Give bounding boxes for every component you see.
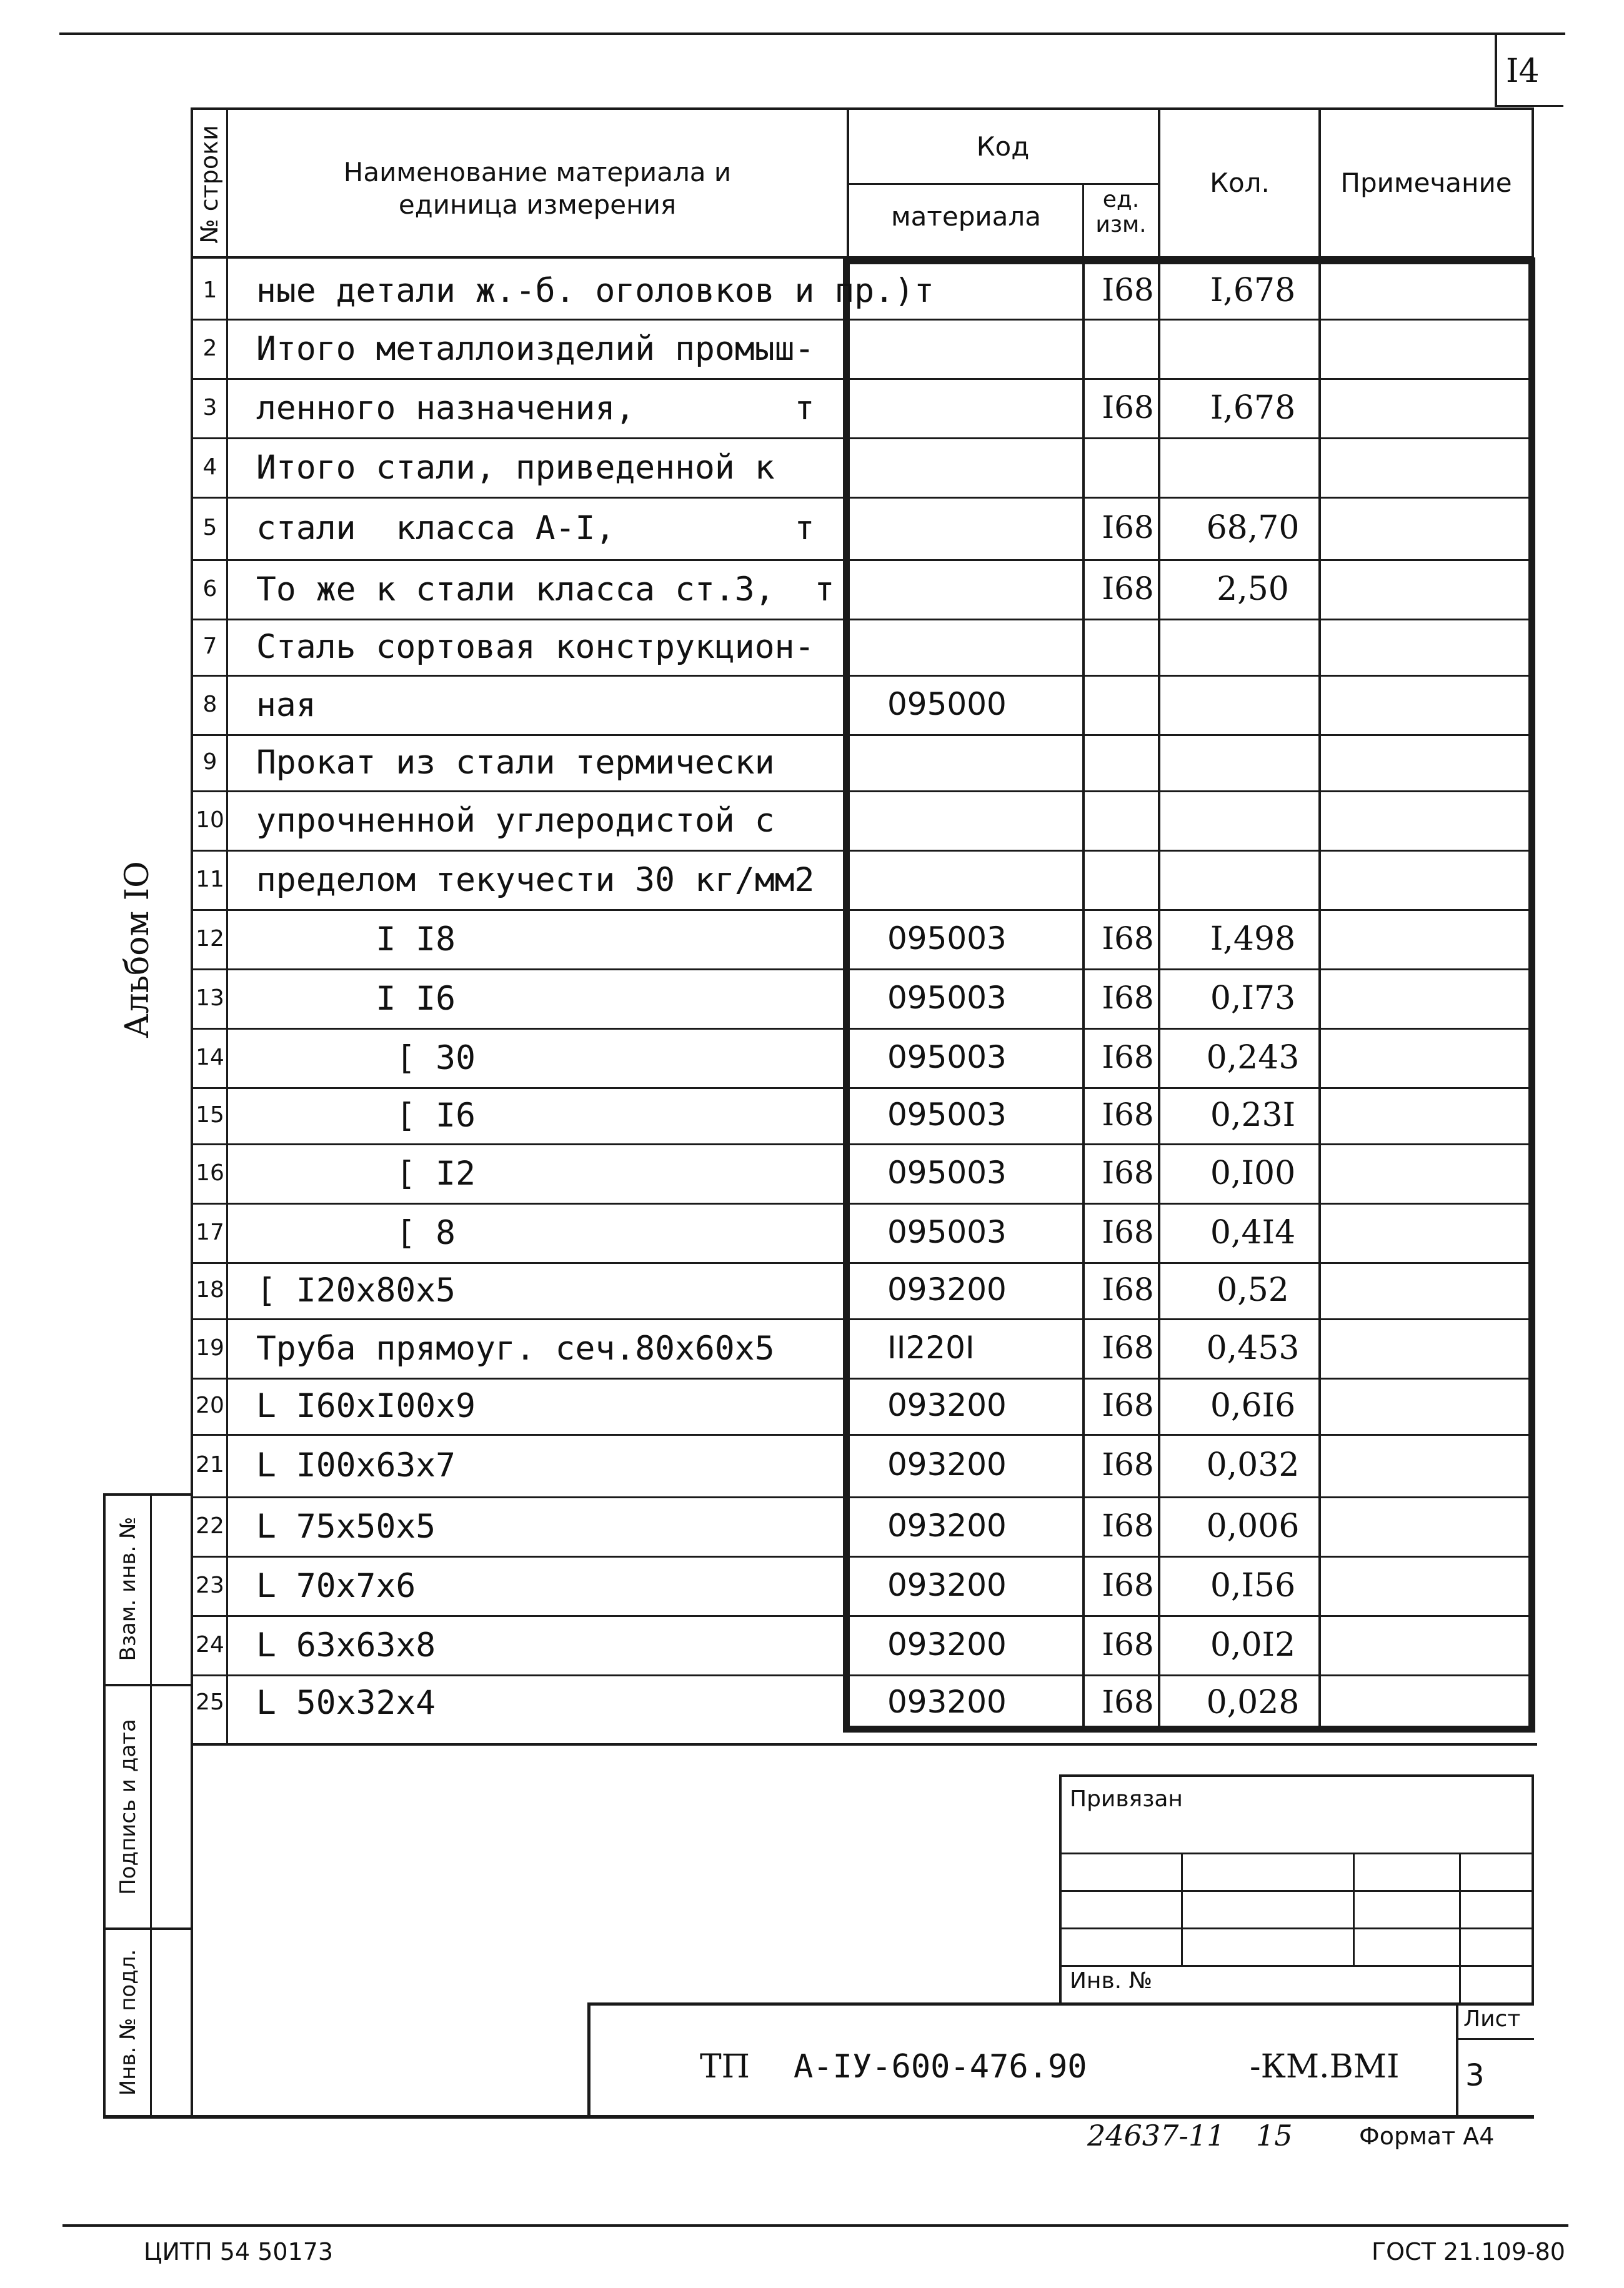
row-number: 22 [196,1513,224,1539]
header-qty: Кол. [1210,167,1270,198]
row-number: 12 [196,926,224,952]
row-name: I I8 [256,920,456,958]
row-code: 093200 [887,1387,1007,1423]
sheet-number-underline [1495,105,1563,107]
row-separator [191,319,1534,321]
row-code: 093200 [887,1567,1007,1603]
row-name: То же к стали класса ст.3, т [256,570,835,609]
thick-left [843,257,850,1731]
title-block-top [587,2002,1534,2006]
row-separator [191,1262,1534,1264]
row-qty: 0,52 [1217,1271,1289,1309]
row-name: ные детали ж.-б. оголовков и пр.)т [256,272,934,310]
row-separator [191,734,1534,736]
row-number: 15 [196,1102,224,1128]
row-code: 095003 [887,1039,1007,1075]
row-qty: I,678 [1210,389,1296,427]
row-number: 9 [202,749,217,775]
row-name: L 50x32x4 [256,1684,436,1722]
bottom-block-line [191,1743,1537,1746]
qty-divider [1318,107,1321,259]
row-separator [191,1615,1534,1617]
row-number: 3 [202,395,217,420]
row-qty: 2,50 [1217,570,1289,608]
row-name: L I00x63x7 [256,1446,456,1485]
row-number: 2 [202,336,217,361]
row-number: 21 [196,1452,224,1478]
row-code: 095000 [887,686,1007,722]
row-code: 095003 [887,920,1007,957]
row-qty: 0,032 [1206,1446,1300,1484]
row-name: [ I6 [256,1097,476,1135]
row-number: 25 [196,1689,224,1715]
row-name: пределом текучести 30 кг/мм2 [256,861,815,899]
row-qty: 0,453 [1206,1330,1300,1367]
table-right-border-top [1532,107,1534,259]
row-separator [191,437,1534,439]
row-unit: I68 [1102,570,1154,607]
row-separator [191,1556,1534,1558]
top-rule [59,32,1565,35]
row-separator [191,675,1534,677]
album-label: Альбом IO [119,861,156,1038]
row-unit: I68 [1102,1626,1154,1663]
row-separator [191,968,1534,970]
row-number: 19 [196,1335,224,1361]
row-qty: 0,I00 [1210,1155,1296,1192]
doc-prefix: ТП [700,2048,750,2086]
stamp-grid-v2 [1353,1853,1355,1965]
row-name: I I6 [256,980,456,1018]
sheet-number: I4 [1506,52,1540,90]
stamp-sheet-value: 3 [1465,2058,1485,2093]
row-name: Сталь сортовая конструкцион- [256,628,815,666]
row-number: 5 [202,515,217,540]
row-unit: I68 [1102,1330,1154,1366]
row-qty: 0,4I4 [1210,1214,1296,1251]
row-qty: I,498 [1210,920,1296,958]
thick-right [1528,257,1535,1731]
footer-org: ЦИТП 54 50173 [144,2238,334,2266]
row-separator [191,378,1534,380]
stamp-bound: Привязан [1070,1786,1183,1812]
row-unit: I68 [1102,1508,1154,1544]
row-unit: I68 [1102,1684,1154,1720]
unit-col-left [1082,257,1085,1729]
row-name: Итого стали, приведенной к [256,449,775,487]
row-name: L I60xI00x9 [256,1387,476,1425]
side-inv-podl: Инв. № подл. [116,1949,141,2096]
header-code: Код [976,131,1030,162]
row-code: 093200 [887,1446,1007,1483]
stamp-grid-h1 [1059,1853,1534,1854]
row-code: 095003 [887,1214,1007,1250]
sheet-cell-left [1456,2002,1458,2116]
stamp-inv-no: Инв. № [1070,1968,1153,1994]
row-number: 1 [202,277,217,303]
row-unit: I68 [1102,1446,1154,1483]
row-code: 095003 [887,1155,1007,1191]
row-separator [191,559,1534,561]
row-name: L 75x50x5 [256,1508,436,1546]
header-unit: ед. изм. [1095,187,1147,237]
row-separator [191,1203,1534,1205]
row-number: 8 [202,692,217,717]
row-separator [191,1143,1534,1145]
row-code: 093200 [887,1271,1007,1308]
row-unit: I68 [1102,1214,1154,1250]
row-number: 20 [196,1393,224,1418]
row-qty: 0,028 [1206,1684,1300,1721]
row-separator [191,1434,1534,1436]
footer-rule [62,2224,1568,2227]
row-number: 13 [196,985,224,1011]
stamp-grid-h2 [1059,1890,1534,1892]
doc-code: А-IУ-600-476.90 [794,2048,1087,2086]
handwritten-page: 15 [1256,2119,1293,2152]
row-name: L 70x7x6 [256,1567,416,1605]
row-separator [191,909,1534,911]
row-qty: 0,0I2 [1210,1626,1296,1664]
row-unit: I68 [1102,389,1154,425]
rownum-divider [226,107,228,1744]
row-separator [191,790,1534,792]
side-podpis: Подпись и дата [116,1719,141,1895]
row-qty: 0,006 [1206,1508,1300,1545]
row-code: 093200 [887,1626,1007,1663]
thick-top [844,257,1534,264]
side-box-mid [150,1493,152,2118]
row-separator [191,497,1534,499]
row-unit: I68 [1102,509,1154,545]
row-name: [ 30 [256,1039,476,1077]
row-number: 24 [196,1632,224,1658]
row-separator [191,1378,1534,1380]
row-name: [ 8 [256,1214,456,1252]
format-label: Формат А4 [1359,2122,1495,2150]
row-number: 18 [196,1277,224,1303]
stamp-box-top [1059,1774,1534,1777]
code-sub-divider [847,183,1159,185]
row-unit: I68 [1102,1155,1154,1191]
row-code: II220I [887,1330,975,1366]
row-separator [191,850,1534,852]
side-sep-1 [103,1684,192,1686]
row-number: 14 [196,1045,224,1070]
table-top-border [191,107,1534,110]
row-qty: 0,I56 [1210,1567,1296,1604]
row-name: [ I20x80x5 [256,1271,456,1310]
table-left-border [191,107,193,2116]
row-separator [191,1087,1534,1089]
row-name: Труба прямоуг. сеч.80x60x5 [256,1330,775,1368]
doc-suffix: -КМ.ВМI [1250,2048,1400,2086]
header-row-number: № строки [196,125,223,244]
frame-bottom [103,2115,1534,2119]
row-qty: I,678 [1210,272,1296,309]
sheet-number-divider [1495,32,1497,106]
row-name: L 63x63x8 [256,1626,436,1664]
row-name: Прокат из стали термически [256,744,775,782]
row-number: 10 [196,807,224,833]
sheet-cell-mid [1456,2038,1534,2040]
stamp-grid-v3 [1459,1853,1461,2006]
row-number: 16 [196,1160,224,1186]
row-unit: I68 [1102,272,1154,308]
row-number: 7 [202,634,217,659]
row-unit: I68 [1102,920,1154,957]
header-note: Примечание [1340,167,1512,198]
row-code: 093200 [887,1508,1007,1544]
side-box-left [103,1493,106,2118]
row-name: ленного назначения, т [256,389,815,427]
row-name: ная [256,686,316,724]
row-unit: I68 [1102,1039,1154,1075]
row-qty: 0,I73 [1210,980,1296,1017]
stamp-sheet-label: Лист [1463,2006,1521,2032]
row-number: 6 [202,576,217,602]
row-unit: I68 [1102,980,1154,1016]
row-separator [191,1674,1534,1676]
row-separator [191,1318,1534,1320]
row-unit: I68 [1102,1097,1154,1133]
row-code: 093200 [887,1684,1007,1720]
row-separator [191,619,1534,620]
row-unit: I68 [1102,1387,1154,1423]
row-number: 17 [196,1220,224,1245]
unit-sub-divider [1082,183,1084,259]
row-qty: 68,70 [1206,509,1300,547]
row-name: упрочненной углеродистой с [256,802,775,840]
row-qty: 0,23I [1210,1097,1296,1134]
row-number: 11 [196,867,224,892]
stamp-grid-h4 [1059,1965,1534,1967]
row-number: 4 [202,454,217,480]
title-block-left [587,2002,590,2116]
thick-bottom [843,1726,1535,1733]
side-vzam: Взам. инв. № [116,1516,141,1661]
row-unit: I68 [1102,1567,1154,1603]
row-separator [191,1496,1534,1498]
header-material: материала [890,201,1041,232]
row-number: 23 [196,1573,224,1598]
row-qty: 0,6I6 [1210,1387,1296,1425]
row-unit: I68 [1102,1271,1154,1308]
stamp-grid-h3 [1059,1927,1534,1929]
row-name: [ I2 [256,1155,476,1193]
handwritten-number: 24637-11 [1087,2119,1225,2152]
header-name: Наименование материала и единица измерения [343,157,732,220]
row-name: Итого металлоизделий промыш- [256,330,815,368]
stamp-grid-v1 [1181,1853,1183,1965]
row-separator [191,1028,1534,1030]
footer-gost: ГОСТ 21.109-80 [1372,2238,1565,2266]
row-code: 095003 [887,1097,1007,1133]
row-qty: 0,243 [1206,1039,1300,1077]
row-code: 095003 [887,980,1007,1016]
row-name: стали класса А-I, т [256,509,815,547]
